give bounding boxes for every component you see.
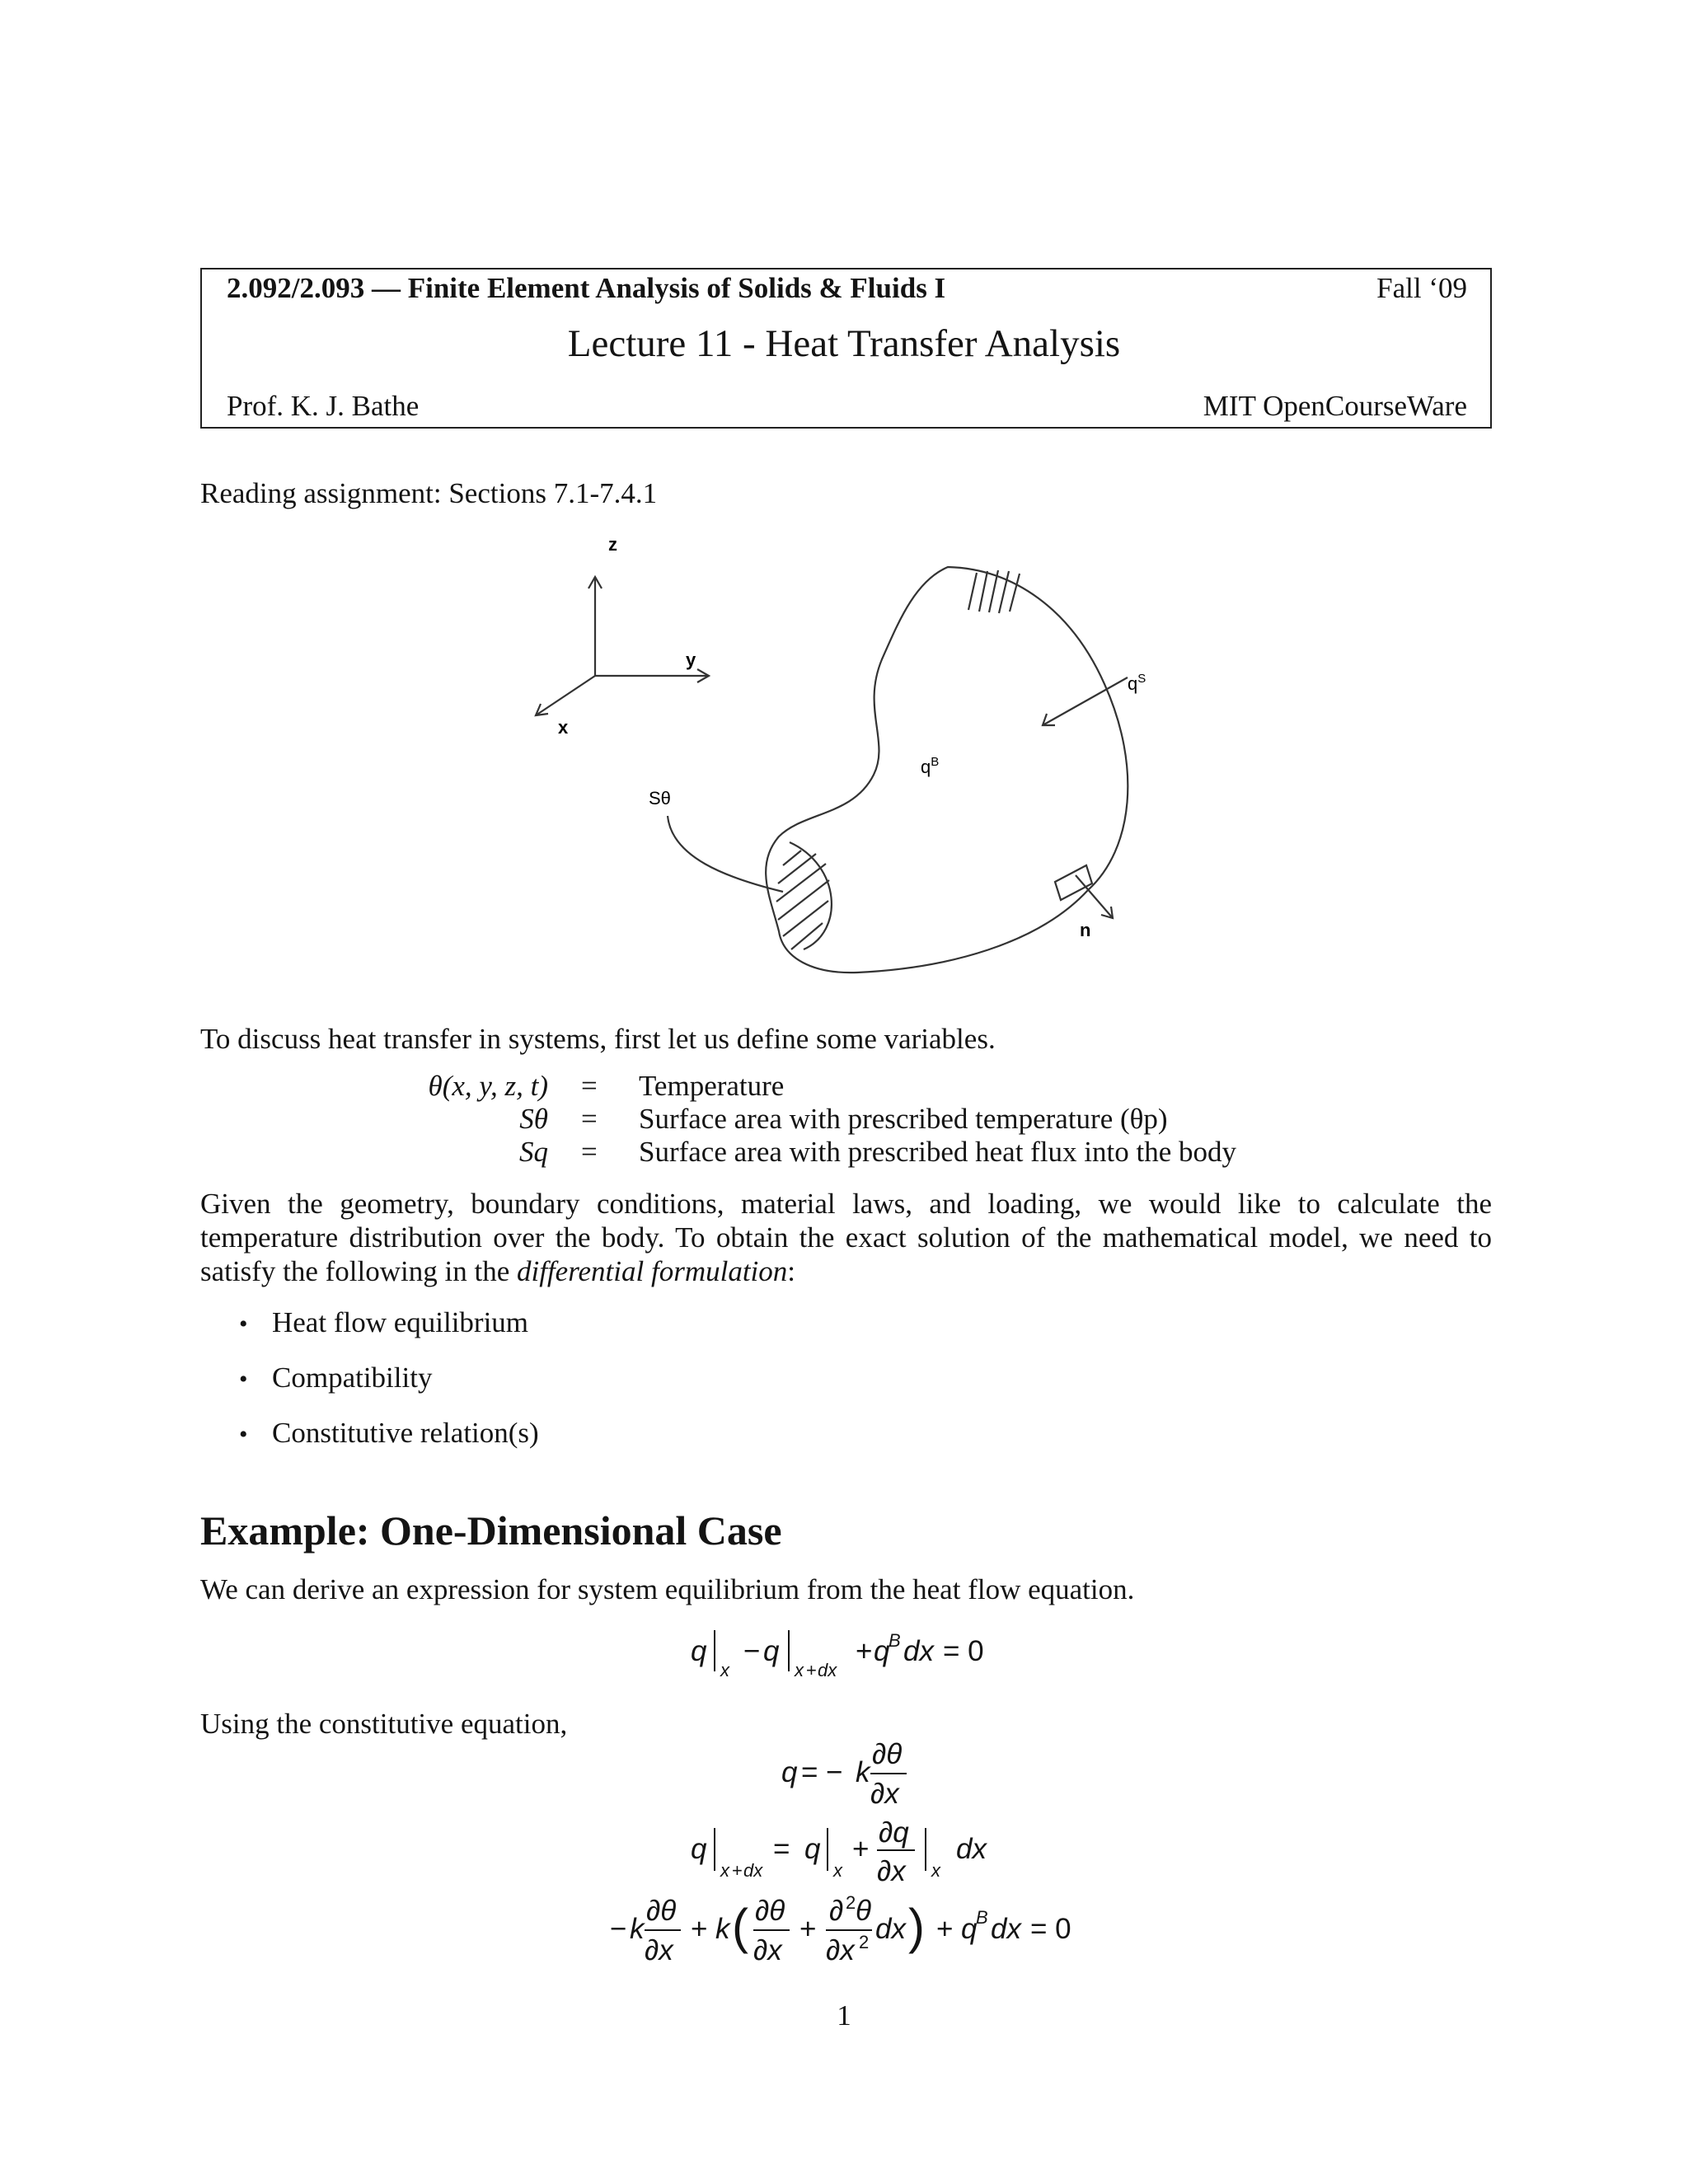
axis-y-label: y [686,649,696,670]
definition-symbol: θ(x, y, z, t) [428,1070,548,1102]
svg-text:∂x: ∂x [877,1855,906,1887]
qs-label: q [1128,673,1138,694]
paragraph-emphasis: differential formulation [516,1255,788,1287]
svg-text:dx: dx [818,1660,837,1680]
term-label: Fall ‘09 [1376,272,1467,304]
svg-text:+: + [936,1913,954,1945]
svg-text:−: − [610,1913,627,1945]
svg-text:qS [1128,672,1146,694]
body-paragraph [200,1187,1492,1288]
svg-text:dx: dx [875,1913,906,1945]
definition-equals: = [581,1103,598,1135]
svg-text:q: q [781,1756,798,1788]
svg-text:x: x [720,1860,729,1881]
s-theta-label: Sθ [649,788,671,808]
svg-text:dx: dx [991,1913,1021,1945]
paragraph-end: : [787,1255,795,1287]
svg-text:+: + [806,1660,817,1680]
svg-text:2: 2 [846,1892,856,1913]
svg-text:q: q [874,1635,890,1667]
equation-taylor [676,1813,1006,1896]
bullet-text: Heat flow equilibrium [272,1306,529,1338]
equation-constitutive [775,1731,923,1813]
section-intro: We can derive an expression for system equilibrium from the heat flow equation. [200,1573,1135,1605]
intro-text: To discuss heat transfer in systems, first let us define some variables. [200,1023,996,1055]
svg-text:q: q [804,1833,821,1865]
svg-text:dx: dx [956,1833,987,1865]
axis-x-label: x [558,717,569,738]
definition-equals: = [581,1136,598,1168]
equation-substituted [593,1889,1104,1988]
definitions [0,1070,1688,1173]
qb-label: q [921,757,931,777]
qb-sup: B [931,755,940,769]
svg-text:(: ( [732,1899,748,1954]
section-title: Example: One-Dimensional Case [200,1507,782,1554]
x-axis [536,676,595,715]
svg-text:∂x: ∂x [645,1934,673,1966]
equation-equilibrium [676,1624,1022,1694]
svg-text:∂x: ∂x [870,1778,899,1810]
svg-text:∂θ: ∂θ [872,1738,903,1770]
svg-text:x: x [931,1860,940,1881]
svg-text:=: = [773,1833,790,1865]
definition-equals: = [581,1070,598,1102]
svg-text:= 0: = 0 [1030,1913,1071,1945]
svg-text:+: + [799,1913,817,1945]
svg-text:+: + [732,1860,743,1881]
svg-text:x: x [720,1660,729,1680]
reading-assignment: Reading assignment: Sections 7.1-7.4.1 [200,477,658,509]
svg-text:+: + [691,1913,708,1945]
svg-text:B: B [976,1907,988,1928]
svg-text:= 0: = 0 [943,1635,984,1667]
svg-text:x: x [795,1660,804,1680]
surface-patch [1055,865,1092,900]
svg-text:q: q [763,1635,780,1667]
svg-text:−: − [743,1635,761,1667]
svg-text:k: k [715,1913,730,1945]
bullet-item: • Heat flow equilibrium [239,1306,529,1338]
bullet-text: Constitutive relation(s) [272,1417,539,1449]
svg-text:qB [921,755,939,777]
svg-text:k: k [856,1756,870,1788]
course-title: 2.092/2.093 — Finite Element Analysis of Solids & Fluids I [227,272,946,304]
axis-z-label: z [608,534,617,555]
svg-text:q: q [691,1635,707,1667]
definition-desc: Surface area with prescribed temperature (θp) [639,1103,1168,1135]
svg-text:= −: = − [801,1756,843,1788]
body-figure [495,527,1170,989]
definition-desc: Surface area with prescribed heat flux into the body [639,1136,1237,1168]
bullet-item: • Compatibility [239,1361,433,1394]
publisher-name: MIT OpenCourseWare [1203,390,1467,422]
lecture-title: Lecture 11 - Heat Transfer Analysis [567,322,1121,365]
svg-text:∂x: ∂x [826,1934,855,1966]
bullet-item: • Constitutive relation(s) [239,1417,539,1449]
svg-text:∂θ: ∂θ [755,1895,785,1927]
svg-text:∂x: ∂x [753,1934,782,1966]
qs-arrow [1043,677,1128,725]
svg-text:x: x [833,1860,842,1881]
svg-text:k: k [630,1913,645,1945]
svg-text:+: + [852,1833,870,1865]
paragraph-text: Given the geometry, boundary conditions, material laws, and loading, we would like to calculate the temperature distribution over the body. To obtain the exact solution of the mathematical model, we need to satisfy the following in the [200,1188,1492,1287]
svg-text:∂: ∂ [829,1895,844,1927]
svg-text:q: q [691,1833,707,1865]
svg-text:B: B [889,1630,901,1651]
body-outline [766,567,1128,972]
professor-name: Prof. K. J. Bathe [227,390,420,422]
svg-text:dx: dx [903,1635,934,1667]
svg-text:dx: dx [743,1860,763,1881]
definition-desc: Temperature [639,1070,785,1102]
definition-symbol: Sθ [519,1103,548,1135]
page-number: 1 [837,1999,851,2032]
svg-text:+: + [856,1635,873,1667]
svg-text:∂q: ∂q [879,1816,909,1849]
svg-text:q: q [961,1913,978,1945]
using-text: Using the constitutive equation, [200,1708,568,1740]
svg-text:2: 2 [859,1932,870,1952]
normal-label: n [1080,920,1091,940]
definition-symbol: Sq [519,1136,548,1168]
svg-text:θ: θ [856,1895,871,1927]
qs-sup: S [1137,672,1146,686]
svg-text:∂θ: ∂θ [646,1895,677,1927]
svg-text:): ) [908,1899,925,1954]
bullet-text: Compatibility [272,1361,433,1394]
